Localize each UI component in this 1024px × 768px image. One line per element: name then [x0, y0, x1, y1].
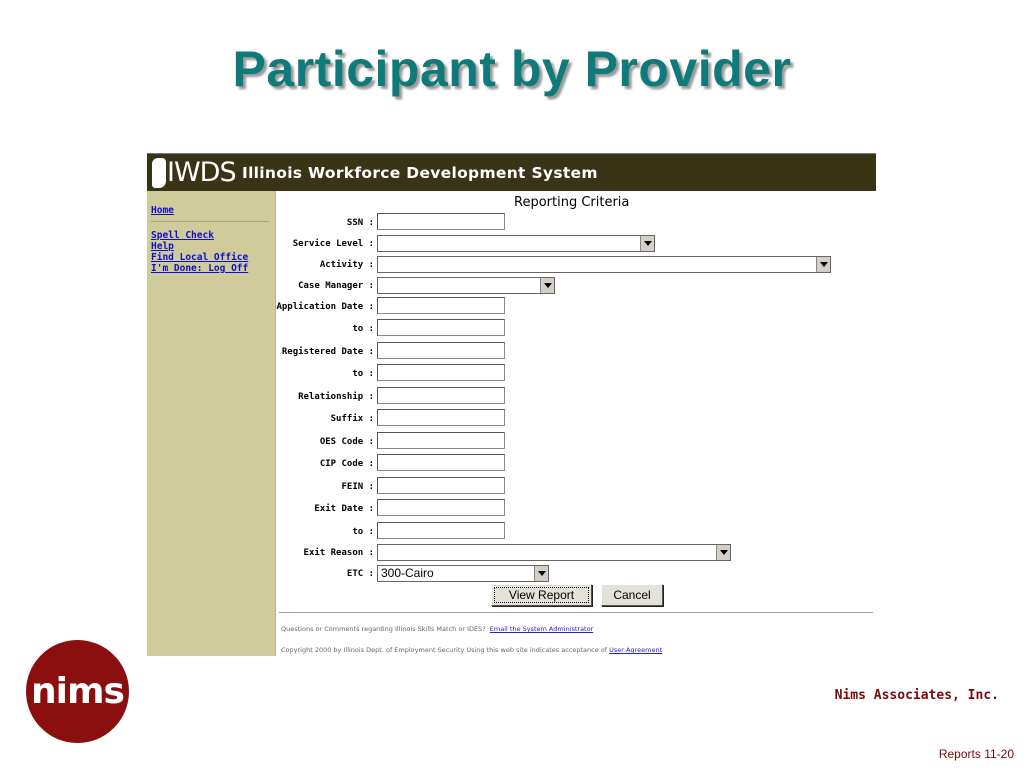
registered-date-from-input[interactable] [377, 342, 505, 359]
service-level-select[interactable] [377, 235, 655, 252]
suffix-label: Suffix : [330, 414, 374, 424]
nav-find-local-office-link[interactable]: Find Local Office [151, 252, 249, 263]
app-window [147, 153, 876, 656]
nav-home-link[interactable]: Home [151, 205, 174, 216]
case-manager-label: Case Manager : [298, 281, 374, 291]
exit-reason-select[interactable] [377, 544, 731, 561]
exit-date-to-label: to : [352, 527, 374, 537]
exit-date-from-input[interactable] [377, 499, 505, 516]
app-title: Illinois Workforce Development System [242, 164, 598, 182]
dropdown-arrow-icon [716, 545, 730, 560]
oes-code-input[interactable] [377, 432, 505, 449]
nims-logo-text: nims [31, 671, 124, 712]
application-date-to-input[interactable] [377, 319, 505, 336]
activity-select[interactable] [377, 256, 831, 273]
dropdown-arrow-icon [816, 257, 830, 272]
etc-select[interactable] [377, 565, 549, 582]
etc-label: ETC : [346, 569, 374, 579]
footer-divider [279, 612, 873, 613]
app-logo: IWDS [167, 157, 236, 188]
nav-divider [151, 221, 269, 222]
registered-date-label: Registered Date : [281, 347, 374, 357]
app-banner [147, 153, 876, 192]
company-name: Nims Associates, Inc. [834, 688, 999, 703]
email-admin-link[interactable]: Email the System Administrator [489, 625, 594, 633]
slide-title: Participant by Provider [232, 41, 792, 97]
dropdown-arrow-icon [540, 278, 554, 293]
activity-label: Activity : [319, 260, 374, 270]
case-manager-select[interactable] [377, 277, 555, 294]
registered-date-to-input[interactable] [377, 364, 505, 381]
application-date-to-label: to : [352, 324, 374, 334]
exit-date-to-input[interactable] [377, 522, 505, 539]
form-heading: Reporting Criteria [514, 195, 630, 210]
nav-log-off-link[interactable]: I'm Done: Log Off [151, 263, 249, 274]
service-level-label: Service Level : [292, 239, 374, 249]
registered-date-to-label: to : [352, 369, 374, 379]
view-report-button[interactable]: View Report [491, 584, 592, 606]
etc-selected-value: 300-Cairo [381, 566, 434, 580]
relationship-input[interactable] [377, 387, 505, 404]
footer-questions-text: Questions or Comments regarding Illinois Skills Match or IDES? [281, 625, 486, 633]
ssn-label: SSN : [346, 218, 374, 228]
user-agreement-link[interactable]: User Agreement [609, 646, 663, 654]
footer-copyright-text: Copyright 2000 by Illinois Dept. of Employment Security Using this web site indicates acceptance of [281, 646, 608, 654]
footer-questions [281, 625, 593, 633]
illinois-state-icon [152, 158, 166, 188]
nims-logo [26, 640, 129, 743]
relationship-label: Relationship : [298, 392, 374, 402]
exit-date-label: Exit Date : [314, 504, 374, 514]
ssn-input[interactable] [377, 213, 505, 230]
nav-help-link[interactable]: Help [151, 241, 174, 252]
nav-spell-check-link[interactable]: Spell Check [151, 230, 214, 241]
application-date-label: Application Date : [276, 302, 374, 312]
fein-input[interactable] [377, 477, 505, 494]
report-form [276, 191, 876, 656]
cip-code-label: CIP Code : [319, 459, 374, 469]
footer-copyright [281, 646, 662, 654]
exit-reason-label: Exit Reason : [303, 548, 374, 558]
cancel-button[interactable]: Cancel [601, 584, 663, 606]
application-date-from-input[interactable] [377, 297, 505, 314]
cip-code-input[interactable] [377, 454, 505, 471]
oes-code-label: OES Code : [319, 437, 374, 447]
sidebar [147, 191, 276, 656]
page-number: Reports 11-20 [938, 747, 1014, 761]
suffix-input[interactable] [377, 409, 505, 426]
fein-label: FEIN : [341, 482, 374, 492]
dropdown-arrow-icon [640, 236, 654, 251]
dropdown-arrow-icon [534, 566, 548, 581]
